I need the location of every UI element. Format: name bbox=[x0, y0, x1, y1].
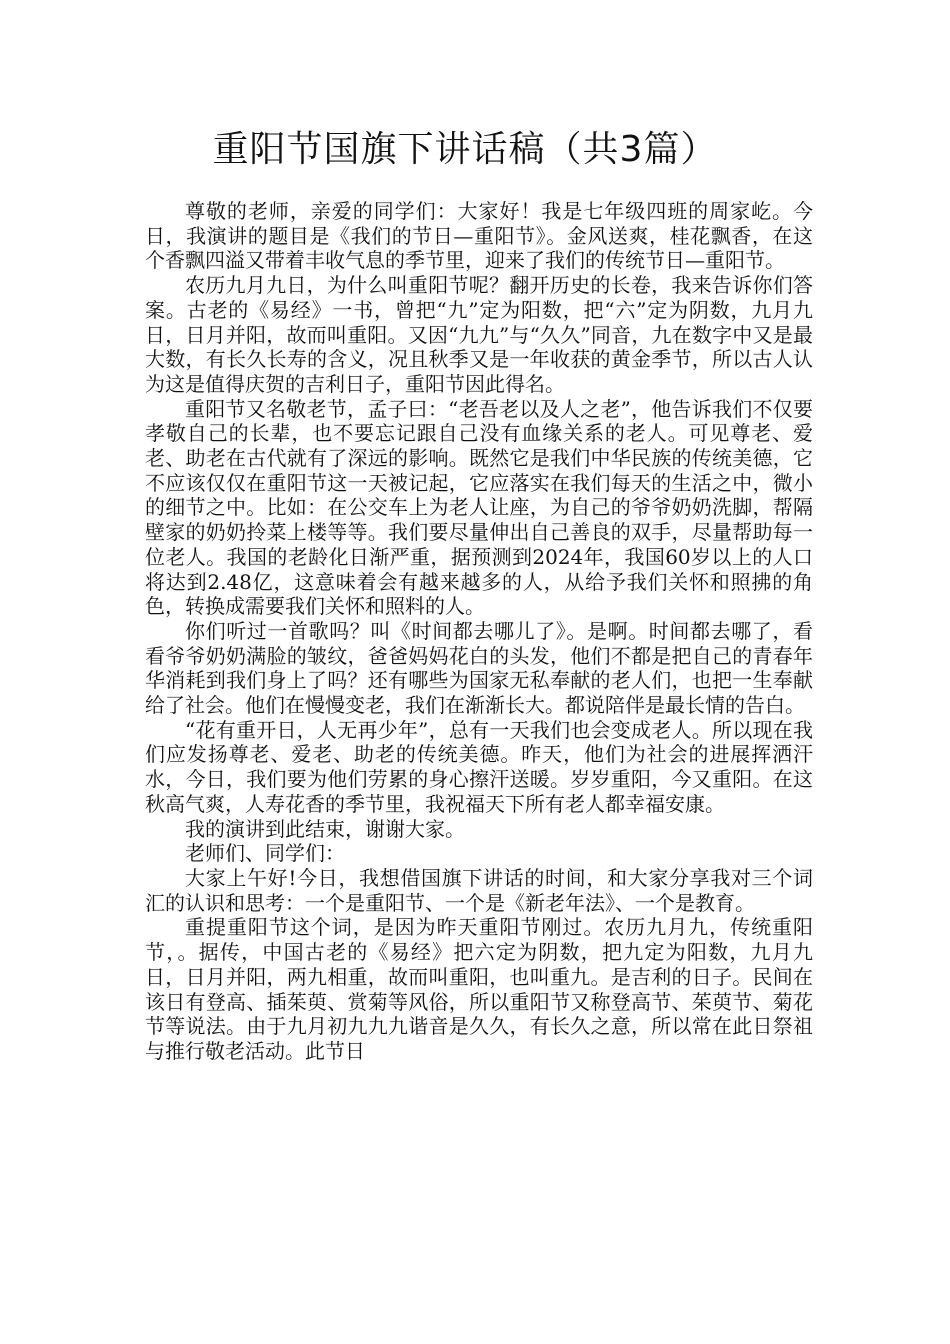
paragraph: 我的演讲到此结束，谢谢大家。 bbox=[185, 816, 465, 841]
paragraph: 老师们、同学们： bbox=[185, 841, 345, 866]
paragraph: 重提重阳节这个词，是因为昨天重阳节刚过。农历九月九，传统重阳节，。据传，中国古老的《易经》把六定为阴数，把九定为阳数，九月九日，日月并阳，两九相重，故而叫重阳，也叫重九。是吉利的日子。民间在该日有登高、插茱萸、赏菊等风俗，所以重阳节又称登高节、茱萸节、菊花节等说法。由于九月初九九九谐音是久久，有长久之意，所以常在此日祭祖与推行敬老活动。此节日 bbox=[145, 915, 813, 1063]
paragraph: 你们听过一首歌吗？叫《时间都去哪儿了》。是啊。时间都去哪了，看看爷爷奶奶满脸的皱纹，爸爸妈妈花白的头发，他们不都是把自己的青春年华消耗到我们身上了吗？还有哪些为国家无私奉献的老人们，也把一生奉献给了社会。他们在慢慢变老，我们在渐渐长大。都说陪伴是最长情的告白。 bbox=[145, 618, 813, 718]
paragraph: 重阳节又名敬老节，孟子曰：“老吾老以及人之老”，他告诉我们不仅要孝敬自己的长辈，也不要忘记跟自己没有血缘关系的老人。可见尊老、爱老、助老在古代就有了深远的影响。既然它是我们中华民族的传统美德，它不应该仅仅在重阳节这一天被记起，它应落实在我们每天的生活之中，微小的细节之中。比如：在公交车上为老人让座，为自己的爷爷奶奶洗脚，帮隔壁家的奶奶拎菜上楼等等。我们要尽量伸出自己善良的双手，尽量帮助每一位老人。我国的老龄化日渐严重，据预测到2024年，我国60岁以上的人口将达到2.48亿，这意味着会有越来越多的人，从给予我们关怀和照拂的角色，转换成需要我们关怀和照料的人。 bbox=[145, 396, 813, 619]
paragraph: 尊敬的老师，亲爱的同学们：大家好！我是七年级四班的周家屹。今日，我演讲的题目是《我们的节日—重阳节》。金风送爽，桂花飘香，在这个香飘四溢又带着丰收气息的季节里，迎来了我们的传统节日—重阳节。 bbox=[145, 199, 813, 273]
document-body bbox=[145, 199, 813, 1064]
paragraph: “花有重开日，人无再少年”，总有一天我们也会变成老人。所以现在我们应发扬尊老、爱老、助老的传统美德。昨天，他们为社会的进展挥洒汗水，今日，我们要为他们劳累的身心擦汗送暖。岁岁重阳，今又重阳。在这秋高气爽，人寿花香的季节里，我祝福天下所有老人都幸福安康。 bbox=[145, 717, 813, 816]
paragraph: 大家上午好!今日，我想借国旗下讲话的时间，和大家分享我对三个词汇的认识和思考：一个是重阳节、一个是《新老年法》、一个是教育。 bbox=[145, 865, 813, 915]
paragraph: 农历九月九日，为什么叫重阳节呢？翻开历史的长卷，我来告诉你们答案。古老的《易经》一书，曾把“九”定为阳数，把“六”定为阴数，九月九日，日月并阳，故而叫重阳。又因“九九”与“久久”同音，九在数字中又是最大数，有长久长寿的含义，况且秋季又是一年收获的黄金季节，所以古人认为这是值得庆贺的吉利日子，重阳节因此得名。 bbox=[145, 273, 813, 396]
document-title: 重阳节国旗下讲话稿（共3篇） bbox=[212, 129, 718, 170]
